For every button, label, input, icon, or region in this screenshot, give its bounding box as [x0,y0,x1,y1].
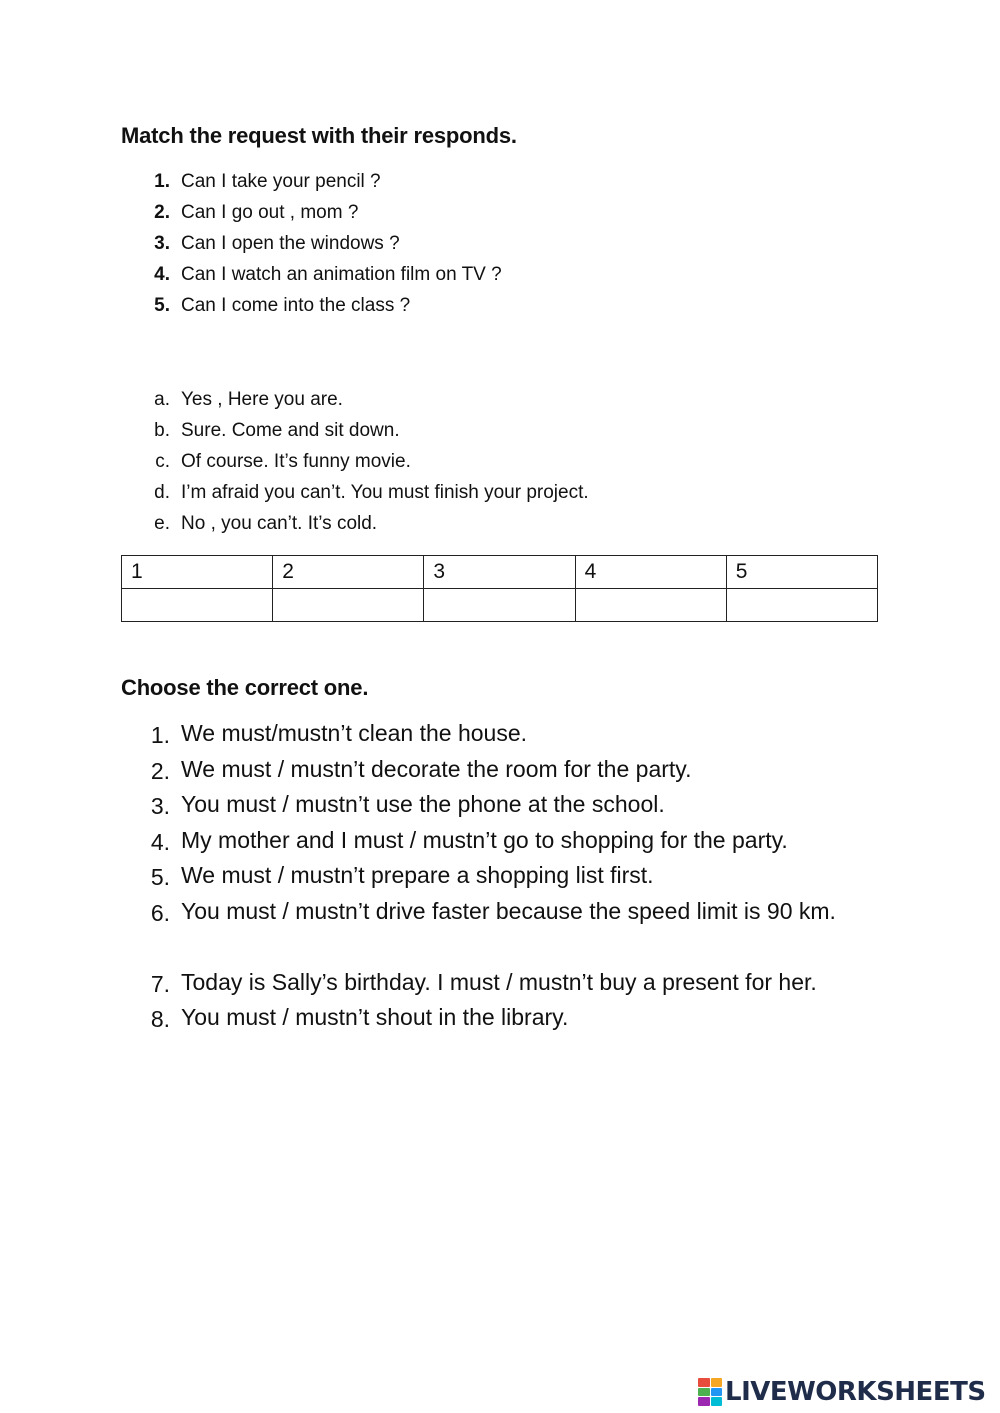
logo-square [698,1388,710,1397]
item-text: You must / mustn’t drive faster because the speed limit is 90 km. [181,897,836,924]
answer-grid-header-cell: 2 [273,556,424,589]
answer-grid-header-cell: 1 [122,556,273,589]
item-text: Of course. It’s funny movie. [181,451,411,472]
item-number: 4. [150,828,170,855]
liveworksheets-logo[interactable] [698,1374,986,1410]
item-number: 7. [150,970,170,997]
item-text: You must / mustn’t shout in the library. [181,1004,569,1030]
item-text: Can I come into the class ? [181,295,411,316]
answer-grid-answer-row [122,589,878,622]
logo-square [698,1378,710,1387]
answer-input-cell[interactable] [122,589,273,622]
item-text: We must / mustn’t prepare a shopping list first. [181,862,654,888]
item-text: Can I open the windows ? [181,233,400,254]
logo-wordmark: LIVEWORKSHEETS [725,1377,986,1407]
item-text: Can I go out , mom ? [181,202,359,223]
item-letter: c. [155,451,170,472]
logo-square [711,1388,723,1397]
item-letter: e. [154,513,170,534]
item-number: 8. [150,1006,170,1032]
section-title-choose: Choose the correct one. [121,675,369,700]
item-text: No , you can’t. It’s cold. [181,513,378,534]
item-letter: d. [154,482,170,503]
answer-grid-header-cell: 3 [424,556,575,589]
item-text: My mother and I must / mustn’t go to shopping for the party. [181,826,788,853]
item-number: 5. [154,295,170,316]
answer-input-cell[interactable] [726,589,877,622]
item-text: Sure. Come and sit down. [181,420,400,441]
item-letter: b. [154,420,170,441]
answer-grid-header-row [122,556,878,589]
answer-input-cell[interactable] [575,589,726,622]
item-number: 1. [150,722,170,748]
item-number: 2. [150,757,170,784]
section-title-match: Match the request with their responds. [121,123,517,148]
logo-square [711,1378,723,1387]
item-number: 6. [150,899,170,926]
item-number: 3. [150,793,170,819]
item-number: 4. [154,264,170,285]
item-text: Can I watch an animation film on TV ? [181,264,502,285]
item-text: Today is Sally’s birthday. I must / mustn’t buy a present for her. [181,968,817,995]
item-letter: a. [154,389,170,410]
item-text: Yes , Here you are. [181,389,343,410]
answer-input-cell[interactable] [424,589,575,622]
answer-grid-header-cell: 5 [726,556,877,589]
answer-grid-header-cell: 4 [575,556,726,589]
item-text: We must / mustn’t decorate the room for the party. [181,755,692,782]
item-text: I’m afraid you can’t. You must finish your project. [181,482,589,503]
answer-grid [121,555,878,622]
item-number: 5. [150,864,170,890]
liveworksheets-logo-icon [698,1378,722,1406]
item-text: Can I take your pencil ? [181,171,381,192]
logo-square [711,1397,723,1406]
answer-input-cell[interactable] [273,589,424,622]
item-number: 1. [154,171,170,192]
item-text: You must / mustn’t use the phone at the school. [181,791,665,817]
item-number: 3. [154,233,170,254]
logo-square [698,1397,710,1406]
item-text: We must/mustn’t clean the house. [181,720,528,746]
item-number: 2. [154,202,170,223]
